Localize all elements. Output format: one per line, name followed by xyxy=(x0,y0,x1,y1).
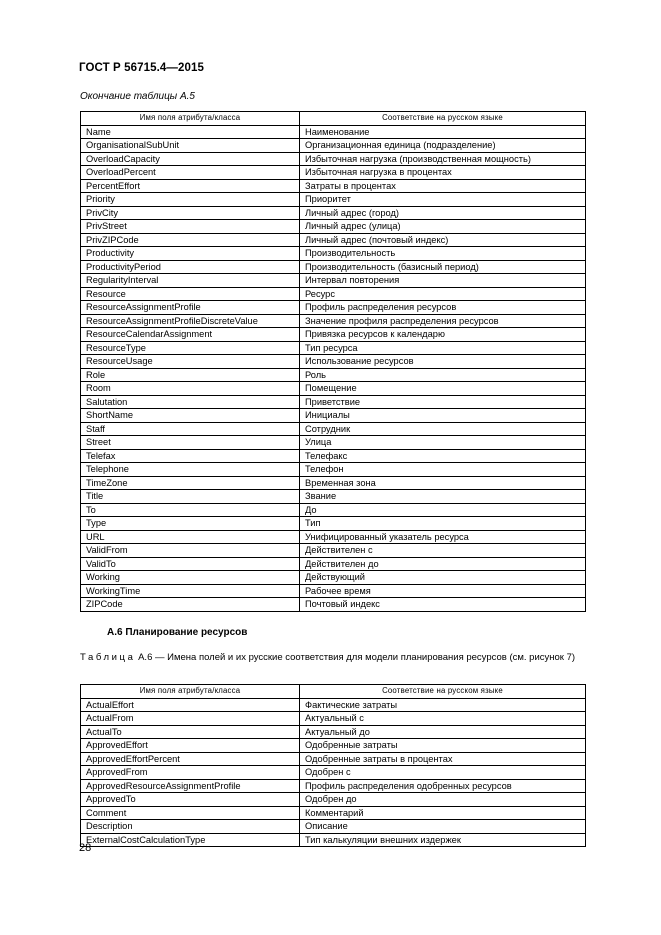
column-header-russian: Соответствие на русском языке xyxy=(300,685,586,699)
field-name-cell: Productivity xyxy=(81,247,300,261)
russian-equivalent-cell: Одобрен с xyxy=(300,766,586,780)
russian-equivalent-cell: Актуальный с xyxy=(300,712,586,726)
russian-equivalent-cell: Действующий xyxy=(300,571,586,585)
field-name-cell: Title xyxy=(81,490,300,504)
table-row xyxy=(81,503,586,517)
russian-equivalent-cell: Временная зона xyxy=(300,476,586,490)
russian-equivalent-cell: Одобренные затраты xyxy=(300,739,586,753)
table-label: Таблица xyxy=(80,652,136,663)
field-name-cell: ExternalCostCalculationType xyxy=(81,833,300,847)
russian-equivalent-cell: Избыточная нагрузка в процентах xyxy=(300,166,586,180)
field-name-cell: PrivZIPCode xyxy=(81,233,300,247)
table-row xyxy=(81,833,586,847)
table-row xyxy=(81,139,586,153)
field-name-cell: Telefax xyxy=(81,449,300,463)
russian-equivalent-cell: Описание xyxy=(300,820,586,834)
russian-equivalent-cell: Организационная единица (подразделение) xyxy=(300,139,586,153)
russian-equivalent-cell: Телефакс xyxy=(300,449,586,463)
table-row xyxy=(81,368,586,382)
table-row xyxy=(81,409,586,423)
russian-equivalent-cell: Избыточная нагрузка (производственная мощность) xyxy=(300,152,586,166)
field-name-cell: ActualEffort xyxy=(81,698,300,712)
russian-equivalent-cell: Рабочее время xyxy=(300,584,586,598)
field-name-cell: PercentEffort xyxy=(81,179,300,193)
table-a6 xyxy=(80,684,586,847)
table-row xyxy=(81,233,586,247)
field-name-cell: OrganisationalSubUnit xyxy=(81,139,300,153)
russian-equivalent-cell: Действителен до xyxy=(300,557,586,571)
table-row xyxy=(81,166,586,180)
russian-equivalent-cell: Сотрудник xyxy=(300,422,586,436)
column-header-russian: Соответствие на русском языке xyxy=(300,112,586,126)
field-name-cell: ZIPCode xyxy=(81,598,300,612)
column-header-field-name: Имя поля атрибута/класса xyxy=(81,112,300,126)
field-name-cell: Name xyxy=(81,125,300,139)
field-name-cell: ShortName xyxy=(81,409,300,423)
russian-equivalent-cell: Производительность (базисный период) xyxy=(300,260,586,274)
table-row xyxy=(81,490,586,504)
russian-equivalent-cell: Затраты в процентах xyxy=(300,179,586,193)
table-row xyxy=(81,517,586,531)
table-row xyxy=(81,779,586,793)
russian-equivalent-cell: Улица xyxy=(300,436,586,450)
table-header-row xyxy=(81,112,586,126)
field-name-cell: ResourceAssignmentProfile xyxy=(81,301,300,315)
table-a5 xyxy=(80,111,586,612)
field-name-cell: Type xyxy=(81,517,300,531)
field-name-cell: ApprovedResourceAssignmentProfile xyxy=(81,779,300,793)
field-name-cell: ValidTo xyxy=(81,557,300,571)
field-name-cell: PrivCity xyxy=(81,206,300,220)
table-a6-caption xyxy=(80,652,575,663)
russian-equivalent-cell: Личный адрес (город) xyxy=(300,206,586,220)
table-row xyxy=(81,820,586,834)
field-name-cell: ResourceUsage xyxy=(81,355,300,369)
table-row xyxy=(81,793,586,807)
table-row xyxy=(81,476,586,490)
column-header-field-name: Имя поля атрибута/класса xyxy=(81,685,300,699)
field-name-cell: ResourceCalendarAssignment xyxy=(81,328,300,342)
table-row xyxy=(81,179,586,193)
document-header: ГОСТ Р 56715.4—2015 xyxy=(79,62,204,74)
field-name-cell: ValidFrom xyxy=(81,544,300,558)
page-number: 28 xyxy=(79,842,92,854)
russian-equivalent-cell: Действителен с xyxy=(300,544,586,558)
russian-equivalent-cell: Наименование xyxy=(300,125,586,139)
field-name-cell: ResourceType xyxy=(81,341,300,355)
russian-equivalent-cell: Тип ресурса xyxy=(300,341,586,355)
field-name-cell: Salutation xyxy=(81,395,300,409)
table-row xyxy=(81,739,586,753)
table-row xyxy=(81,806,586,820)
field-name-cell: Role xyxy=(81,368,300,382)
table-row xyxy=(81,355,586,369)
table-row xyxy=(81,260,586,274)
table-row xyxy=(81,557,586,571)
table-row xyxy=(81,698,586,712)
field-name-cell: PrivStreet xyxy=(81,220,300,234)
russian-equivalent-cell: Роль xyxy=(300,368,586,382)
field-name-cell: Telephone xyxy=(81,463,300,477)
field-name-cell: ProductivityPeriod xyxy=(81,260,300,274)
table-row xyxy=(81,436,586,450)
table-row xyxy=(81,766,586,780)
russian-equivalent-cell: Привязка ресурсов к календарю xyxy=(300,328,586,342)
field-name-cell: ApprovedFrom xyxy=(81,766,300,780)
table-row xyxy=(81,341,586,355)
field-name-cell: Working xyxy=(81,571,300,585)
table-row xyxy=(81,449,586,463)
table-row xyxy=(81,193,586,207)
table-row xyxy=(81,152,586,166)
table-row xyxy=(81,206,586,220)
russian-equivalent-cell: Инициалы xyxy=(300,409,586,423)
table-row xyxy=(81,274,586,288)
russian-equivalent-cell: Профиль распределения одобренных ресурсов xyxy=(300,779,586,793)
field-name-cell: WorkingTime xyxy=(81,584,300,598)
table-row xyxy=(81,712,586,726)
russian-equivalent-cell: Приоритет xyxy=(300,193,586,207)
field-name-cell: Resource xyxy=(81,287,300,301)
russian-equivalent-cell: Использование ресурсов xyxy=(300,355,586,369)
field-name-cell: OverloadCapacity xyxy=(81,152,300,166)
russian-equivalent-cell: Ресурс xyxy=(300,287,586,301)
table-row xyxy=(81,725,586,739)
field-name-cell: Room xyxy=(81,382,300,396)
table-a6-caption-text: А.6 — Имена полей и их русские соответствия для модели планирования ресурсов (см. рисунок 7) xyxy=(138,652,576,663)
table-row xyxy=(81,571,586,585)
field-name-cell: URL xyxy=(81,530,300,544)
russian-equivalent-cell: Личный адрес (улица) xyxy=(300,220,586,234)
field-name-cell: ApprovedEffortPercent xyxy=(81,752,300,766)
table-row xyxy=(81,463,586,477)
russian-equivalent-cell: Профиль распределения ресурсов xyxy=(300,301,586,315)
table-row xyxy=(81,382,586,396)
table-row xyxy=(81,247,586,261)
field-name-cell: Priority xyxy=(81,193,300,207)
russian-equivalent-cell: Комментарий xyxy=(300,806,586,820)
russian-equivalent-cell: Актуальный до xyxy=(300,725,586,739)
russian-equivalent-cell: Почтовый индекс xyxy=(300,598,586,612)
russian-equivalent-cell: До xyxy=(300,503,586,517)
russian-equivalent-cell: Звание xyxy=(300,490,586,504)
field-name-cell: RegularityInterval xyxy=(81,274,300,288)
russian-equivalent-cell: Телефон xyxy=(300,463,586,477)
table-row xyxy=(81,220,586,234)
table-a5-caption: Окончание таблицы А.5 xyxy=(80,91,195,102)
table-row xyxy=(81,125,586,139)
table-header-row xyxy=(81,685,586,699)
russian-equivalent-cell: Фактические затраты xyxy=(300,698,586,712)
table-row xyxy=(81,544,586,558)
field-name-cell: ResourceAssignmentProfileDiscreteValue xyxy=(81,314,300,328)
russian-equivalent-cell: Помещение xyxy=(300,382,586,396)
russian-equivalent-cell: Производительность xyxy=(300,247,586,261)
table-row xyxy=(81,301,586,315)
table-row xyxy=(81,328,586,342)
field-name-cell: ApprovedEffort xyxy=(81,739,300,753)
field-name-cell: ApprovedTo xyxy=(81,793,300,807)
table-row xyxy=(81,422,586,436)
field-name-cell: Street xyxy=(81,436,300,450)
field-name-cell: ActualTo xyxy=(81,725,300,739)
russian-equivalent-cell: Тип xyxy=(300,517,586,531)
russian-equivalent-cell: Одобренные затраты в процентах xyxy=(300,752,586,766)
russian-equivalent-cell: Одобрен до xyxy=(300,793,586,807)
russian-equivalent-cell: Интервал повторения xyxy=(300,274,586,288)
field-name-cell: To xyxy=(81,503,300,517)
section-heading: А.6 Планирование ресурсов xyxy=(107,627,248,638)
table-row xyxy=(81,314,586,328)
russian-equivalent-cell: Личный адрес (почтовый индекс) xyxy=(300,233,586,247)
table-row xyxy=(81,584,586,598)
table-row xyxy=(81,752,586,766)
russian-equivalent-cell: Унифицированный указатель ресурса xyxy=(300,530,586,544)
table-row xyxy=(81,395,586,409)
field-name-cell: Description xyxy=(81,820,300,834)
table-row xyxy=(81,530,586,544)
field-name-cell: ActualFrom xyxy=(81,712,300,726)
field-name-cell: Staff xyxy=(81,422,300,436)
table-row xyxy=(81,287,586,301)
table-row xyxy=(81,598,586,612)
field-name-cell: OverloadPercent xyxy=(81,166,300,180)
field-name-cell: TimeZone xyxy=(81,476,300,490)
field-name-cell: Comment xyxy=(81,806,300,820)
russian-equivalent-cell: Приветствие xyxy=(300,395,586,409)
russian-equivalent-cell: Значение профиля распределения ресурсов xyxy=(300,314,586,328)
russian-equivalent-cell: Тип калькуляции внешних издержек xyxy=(300,833,586,847)
